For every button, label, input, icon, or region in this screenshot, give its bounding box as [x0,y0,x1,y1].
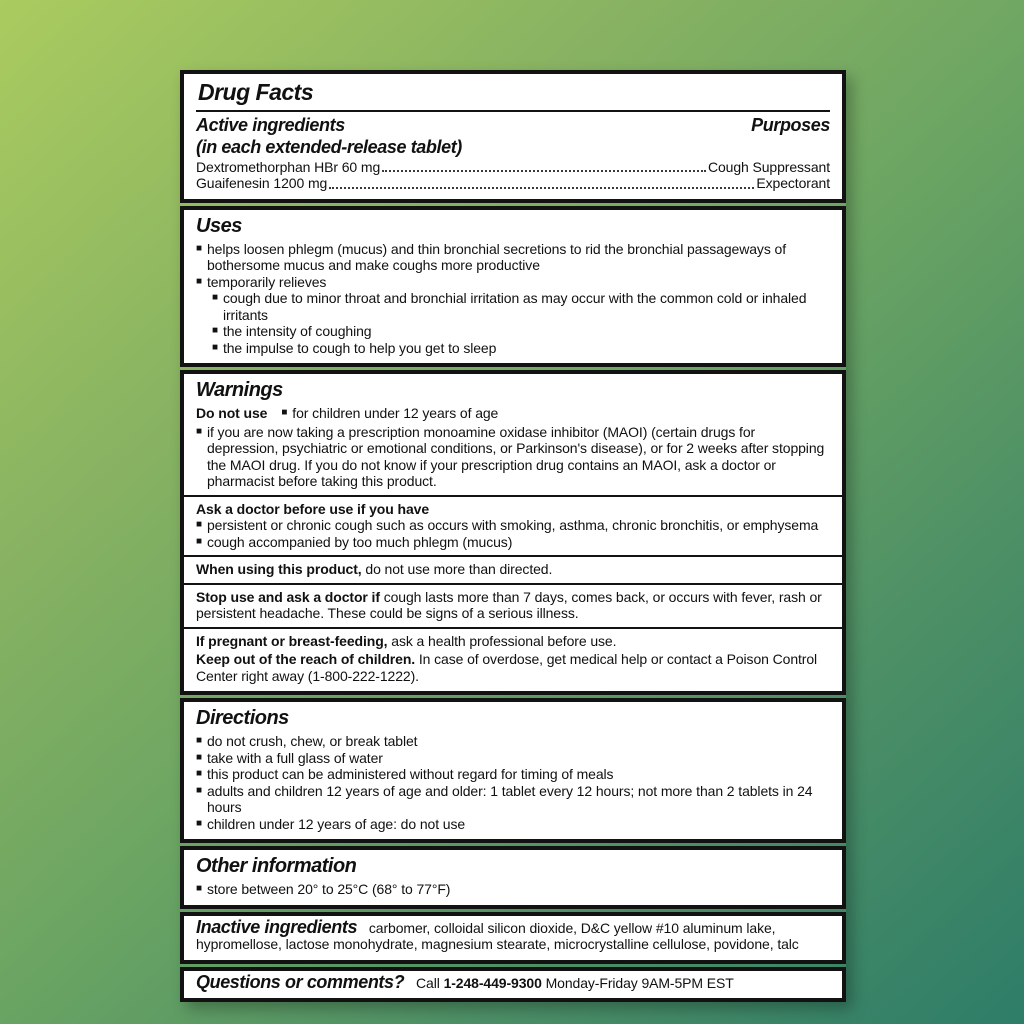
drug-facts-title: Drug Facts [196,77,830,112]
divider [184,583,842,585]
uses-item [196,274,830,291]
pregnant-paragraph [196,633,830,650]
directions-item-text: ■ children under 12 years of age: do not use [206,815,466,832]
do-not-use-item [281,405,498,422]
pregnant-label: If pregnant or breast-feeding, [196,632,388,649]
do-not-use-item-text: ■ for children under 12 years of age [292,405,499,422]
uses-heading: Uses [196,214,242,237]
divider [184,495,842,497]
ask-doctor-item-text: ■ persistent or chronic cough such as occurs with smoking, asthma, chronic bronchitis, or emphysema [206,517,819,534]
uses-item [196,241,830,274]
when-using-label: When using this product, [196,561,362,578]
other-information-item [196,881,830,898]
uses-subitem-text: ■ cough due to minor throat and bronchial irritation as may occur with the common cold or inhaled irritants [222,290,807,323]
questions-heading: Questions or comments? [196,971,405,992]
directions-item [196,766,830,783]
call-hours: Monday-Friday 9AM-5PM EST [545,974,734,991]
active-ingredients-header-row [196,114,830,137]
section-warnings [180,370,846,695]
section-questions [180,967,846,1003]
section-directions [180,698,846,843]
stop-use-paragraph [196,589,830,622]
drug-facts-label [180,70,846,1002]
section-other-information [180,846,846,909]
other-information-heading: Other information [196,855,357,878]
keep-out-text: In case of overdose, get medical help or contact a Poison Control Center right away (1-800-222-1222). [196,651,818,684]
other-information-item-text: ■ store between 20° to 25°C (68° to 77°F) [206,881,451,898]
ask-doctor-item-text: ■ cough accompanied by too much phlegm (mucus) [206,533,513,550]
divider [184,627,842,629]
stop-use-text: cough lasts more than 7 days, comes back, or occurs with fever, rash or persistent headache. These could be signs of a serious illness. [196,588,822,622]
do-not-use-row [196,405,830,422]
ask-doctor-item [196,534,830,551]
maoi-warning-item [196,424,830,490]
section-active-ingredients [180,70,846,203]
pregnant-text: ask a health professional before use. [391,632,617,649]
directions-item [196,783,830,816]
keep-out-paragraph [196,651,830,684]
uses-subitem [212,340,830,357]
active-ingredients-subheading: (in each extended-release tablet) [196,137,462,158]
directions-item-text: ■ this product can be administered without regard for timing of meals [206,766,614,783]
when-using-paragraph [196,561,830,578]
questions-paragraph [196,971,830,992]
uses-subitem-text: ■ the impulse to cough to help you get to sleep [222,339,497,356]
ingredient-purpose: Expectorant [756,175,830,192]
ingredient-row [196,159,830,176]
directions-item-text: ■ take with a full glass of water [206,749,383,766]
ingredient-name: Guaifenesin 1200 mg [196,175,328,192]
inactive-ingredients-heading: Inactive ingredients [196,916,358,937]
section-uses [180,206,846,368]
section-inactive-ingredients [180,912,846,964]
warnings-heading: Warnings [196,379,283,402]
phone-number: 1-248-449-9300 [443,974,542,991]
dotted-leader [382,170,706,172]
uses-subitem [212,323,830,340]
uses-item-text: ■ temporarily relieves [206,273,327,290]
directions-heading: Directions [196,707,289,730]
dotted-leader [329,187,754,189]
directions-item-text: ■ do not crush, chew, or break tablet [206,733,418,750]
when-using-text: do not use more than directed. [365,561,553,578]
ingredient-name: Dextromethorphan HBr 60 mg [196,158,381,175]
ask-doctor-item [196,517,830,534]
ingredient-row [196,175,830,192]
do-not-use-label: Do not use [196,405,268,422]
inactive-ingredients-text: carbomer, colloidal silicon dioxide, D&C yellow #10 aluminum lake, hypromellose, lactose monohydrate, magnesium stearate, microcrystalline cellulose, povidone, talc [196,919,799,953]
divider [184,555,842,557]
uses-subitem-text: ■ the intensity of coughing [222,323,372,340]
ask-doctor-heading: Ask a doctor before use if you have [196,500,430,517]
call-prefix: Call [416,974,440,991]
purposes-heading: Purposes [751,114,830,135]
directions-item-text: ■ adults and children 12 years of age and older: 1 tablet every 12 hours; not more than 2 tablets in 24 hours [206,782,813,816]
uses-item-text: ■ helps loosen phlegm (mucus) and thin bronchial secretions to rid the bronchial passageways of bothersome mucus and make coughs more productive [206,240,786,274]
directions-item [196,816,830,833]
ingredient-purpose: Cough Suppressant [707,158,830,175]
keep-out-label: Keep out of the reach of children. [196,651,416,668]
active-ingredients-heading: Active ingredients [196,114,345,135]
stop-use-label: Stop use and ask a doctor if [196,588,380,605]
directions-item [196,733,830,750]
uses-subitem [212,290,830,323]
inactive-ingredients-paragraph [196,916,830,953]
directions-item [196,750,830,767]
maoi-warning-text: ■ if you are now taking a prescription monoamine oxidase inhibitor (MAOI) (certain drugs for depression, psychiatric or emotional conditions, or Parkinson's disease), or for 2 weeks after stopping the MAOI drug. If you do not know if your prescription drug contains an MAOI, ask a doctor or pharmacist before taking this product. [206,423,825,490]
